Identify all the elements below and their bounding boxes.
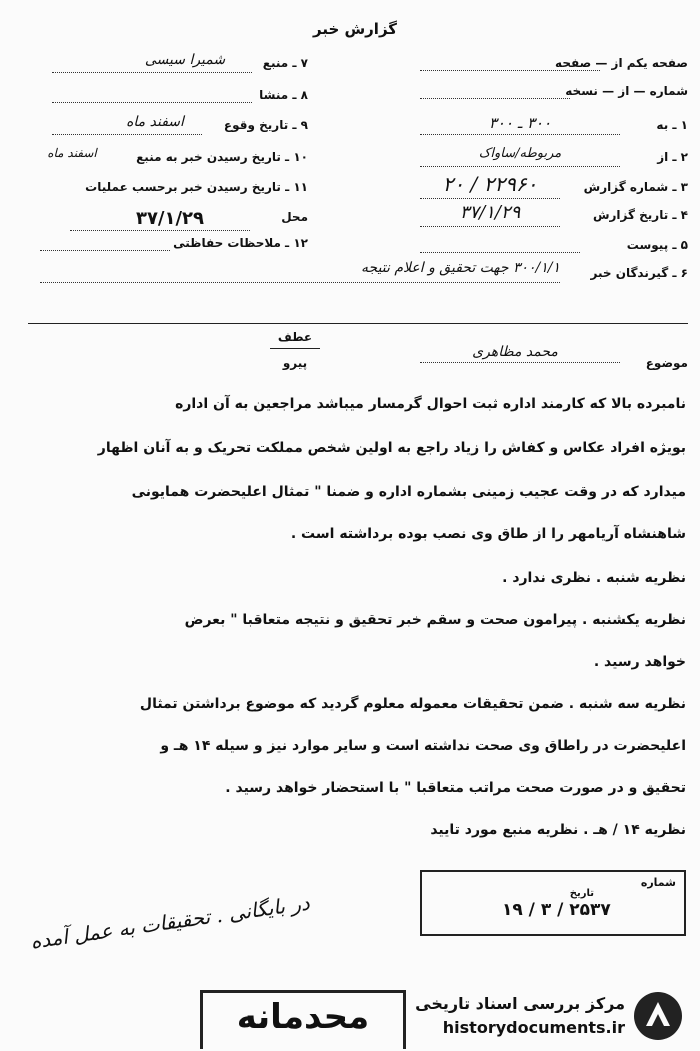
body-line: نامبرده بالا که کارمند اداره ثبت احوال گرمسار میباشد مراجعین به آن اداره: [175, 396, 686, 412]
classification-divider: [270, 348, 320, 349]
body-line: نظریه شنبه . نظری ندارد .: [502, 570, 686, 586]
follow-up-label: پیرو: [282, 356, 308, 370]
body-line: خواهد رسید .: [593, 654, 686, 670]
field-origin-label: ۸ ـ منشا: [259, 88, 308, 102]
body-line: شاهنشاه آریامهر را از طاق وی نصب بوده برداشته است .: [290, 526, 686, 542]
dotted-line: [70, 230, 250, 231]
field-report-number-value: ۲۲۹۶۰ / ۲۰: [442, 172, 538, 196]
dotted-line: [40, 282, 560, 283]
confidential-stamp: [200, 990, 406, 1049]
dotted-line: [40, 250, 170, 251]
body-line: تحقیق و در صورت صحت مراتب متعاقبا " با استحضار خواهد رسید .: [225, 780, 686, 796]
archive-logo-icon: [632, 990, 684, 1042]
field-attachment-label: ۵ ـ پیوست: [626, 238, 688, 252]
header-separator: [28, 323, 688, 324]
field-location-label: محل: [281, 210, 308, 224]
reference-label: عطف: [277, 330, 313, 344]
stamp-date-label: تاریخ: [569, 888, 594, 899]
body-line: نظریه ۱۴ / هـ . نظریه منبع مورد تایید: [430, 822, 686, 838]
dotted-line: [420, 198, 560, 199]
field-source-value: شمیرا سیسی: [144, 52, 226, 68]
dotted-line: [52, 102, 252, 103]
body-line: نظریه یکشنبه . پیرامون صحت و سقم خبر تحقیق و نتیجه متعاقبا " بعرض: [184, 612, 686, 628]
field-received-source-label: ۱۰ ـ تاریخ رسیدن خبر به منبع: [136, 150, 308, 164]
field-copy-number: شماره — از — نسخه: [565, 84, 688, 98]
field-to-label: ۱ ـ به: [656, 118, 688, 132]
dotted-line: [420, 226, 560, 227]
dotted-line: [420, 166, 620, 167]
field-event-date-label: ۹ ـ تاریخ وقوع: [223, 118, 308, 132]
watermark-title: مرکز بررسی اسناد تاریخی: [415, 994, 625, 1013]
document-title: گزارش خبر: [312, 20, 398, 38]
confidential-stamp-text: محدمانه: [236, 997, 370, 1037]
body-line: میدارد که در وقت عجیب زمینی بشماره اداره و ضمنا " تمثال اعلیحضرت همایونی: [131, 484, 686, 500]
field-from-value: مربوطه/ساواک: [478, 146, 562, 161]
dotted-line: [420, 134, 620, 135]
dotted-line: [52, 72, 252, 73]
dotted-line: [420, 98, 570, 99]
field-to-value: ۳۰۰ ـ ۳۰۰: [488, 114, 552, 132]
subject-label: موضوع: [645, 356, 688, 370]
watermark-url: historydocuments.ir: [442, 1018, 625, 1037]
dotted-line: [420, 252, 580, 253]
field-event-date-value: اسفند ماه: [126, 114, 184, 130]
body-line: بویژه افراد عکاس و کفاش را زیاد راجع به اولین شخص مملکت تحریک و به آنان اظهار: [97, 440, 686, 456]
field-recipients-value: ۳۰۰/۱/۱ جهت تحقیق و اعلام نتیجه: [361, 260, 560, 276]
field-received-source-value: اسفند ماه: [47, 146, 97, 160]
field-security-notes-label: ۱۲ ـ ملاحظات حفاظتی: [173, 236, 308, 250]
stamp-number: ۲۵۳۷ / ۳ / ۱۹: [502, 900, 611, 920]
field-recipients-label: ۶ ـ گیرندگان خبر: [590, 266, 688, 280]
field-received-ops-label: ۱۱ ـ تاریخ رسیدن خبر برحسب عملیات: [85, 180, 308, 194]
field-source-label: ۷ ـ منبع: [262, 56, 308, 70]
dotted-line: [420, 70, 600, 71]
field-page-of: صفحه یکم از — صفحه: [555, 56, 688, 70]
registration-stamp: [420, 870, 686, 936]
field-report-number-label: ۳ ـ شماره گزارش: [583, 180, 688, 194]
body-line: نظریه سه شنبه . ضمن تحقیقات معموله معلوم گردید که موضوع برداشتن تمثال: [139, 696, 686, 712]
field-report-date-label: ۴ ـ تاریخ گزارش: [592, 208, 688, 222]
field-location-value: ۳۷/۱/۲۹: [135, 208, 205, 229]
handwritten-annotation: در بایگانی . تحقیقات به عمل آمده: [28, 890, 312, 954]
dotted-line: [52, 134, 202, 135]
body-line: اعلیحضرت در راطاق وی صحت نداشته است و سایر موارد نیز و سیله ۱۴ هـ و: [160, 738, 686, 754]
field-from-label: ۲ ـ از: [657, 150, 688, 164]
field-report-date-value: ۳۷/۱/۲۹: [459, 202, 521, 223]
dotted-line: [420, 362, 620, 363]
stamp-number-label: شماره: [640, 876, 676, 889]
subject-value: محمد مظاهری: [472, 344, 558, 360]
